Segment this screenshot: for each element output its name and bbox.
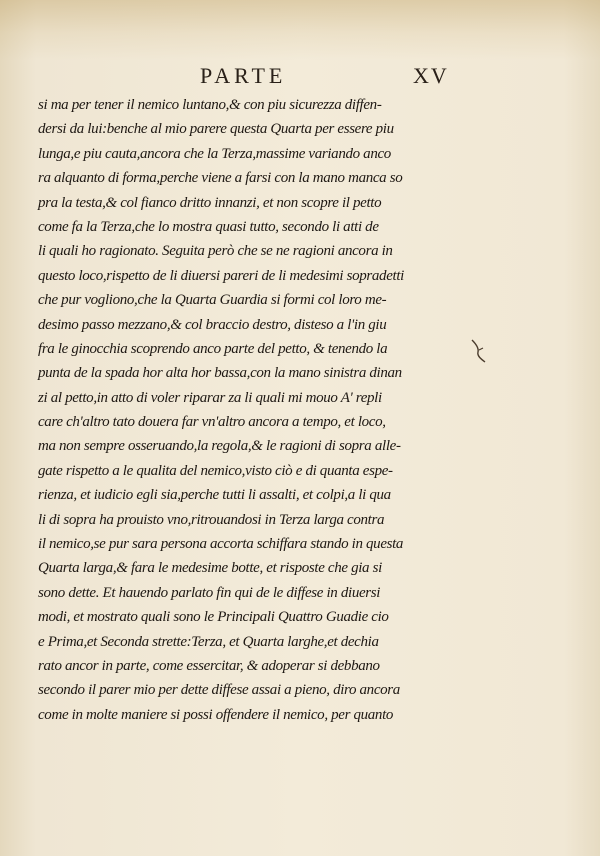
text-line: rato ancor in parte, come essercitar, & adoperar si debbano — [38, 657, 380, 674]
text-line: pra la testa,& col fianco dritto innanzi, et non scopre il petto — [38, 194, 382, 211]
text-line: zi al petto,in atto di voler riparar za li quali mi mouo A' repli — [38, 389, 382, 406]
text-line: li quali ho ragionato. Seguita però che se ne ragioni ancora in — [38, 243, 393, 260]
text-line: ra alquanto di forma,perche viene a farsi con la mano manca so — [38, 170, 403, 187]
text-line: secondo il parer mio per dette diffese assai a pieno, diro ancora — [38, 682, 400, 699]
text-line: gate rispetto a le qualita del nemico,visto ciò e di quanta espe- — [38, 462, 393, 479]
text-line: li di sopra ha prouisto vno,ritrouandosi in Terza larga contra — [38, 511, 385, 528]
text-line: e Prima,et Seconda strette:Terza, et Quarta larghe,et dechia — [38, 633, 379, 650]
text-line: come fa la Terza,che lo mostra quasi tutto, secondo li atti de — [38, 218, 379, 235]
running-title: PARTE — [200, 63, 287, 88]
text-line: che pur vogliono,che la Quarta Guardia si formi col loro me- — [38, 292, 387, 309]
paper-stain — [0, 0, 600, 60]
margin-pen-mark — [470, 338, 488, 364]
text-line: modi, et mostrato quali sono le Principali Quattro Guadie cio — [38, 609, 389, 626]
text-line: il nemico,se pur sara persona accorta schiffara stando in questa — [38, 536, 404, 553]
text-line: questo loco,rispetto de li diuersi pareri de li medesimi sopradetti — [38, 267, 404, 284]
text-line: come in molte maniere si possi offendere il nemico, per quanto — [38, 706, 394, 723]
text-line: si ma per tener il nemico luntano,& con piu sicurezza diffen- — [38, 97, 382, 113]
text-line: dersi da lui:benche al mio parere questa Quarta per essere piu — [38, 121, 394, 138]
text-line: lunga,e piu cauta,ancora che la Terza,massime variando anco — [38, 145, 391, 162]
text-line: desimo passo mezzano,& col braccio destro, disteso a l'in giu — [38, 316, 387, 333]
text-line: punta de la spada hor alta hor bassa,con la mano sinistra dinan — [38, 365, 402, 382]
text-line: ma non sempre osseruando,la regola,& le ragioni di sopra alle- — [38, 438, 401, 455]
text-line: Quarta larga,& fara le medesime botte, et risposte che gia si — [38, 560, 382, 577]
text-line: fra le ginocchia scoprendo anco parte del petto, & tenendo la — [38, 340, 388, 357]
body-text — [38, 93, 458, 727]
folio-number: XV — [413, 63, 449, 88]
text-line: sono dette. Et hauendo parlato fin qui de le diffese in diuersi — [38, 584, 381, 601]
text-line: rienza, et iudicio egli sia,perche tutti li assalti, et colpi,a li qua — [38, 487, 391, 504]
text-line: care ch'altro tato douera far vn'altro ancora a tempo, et loco, — [38, 414, 386, 431]
page-header — [0, 63, 600, 89]
